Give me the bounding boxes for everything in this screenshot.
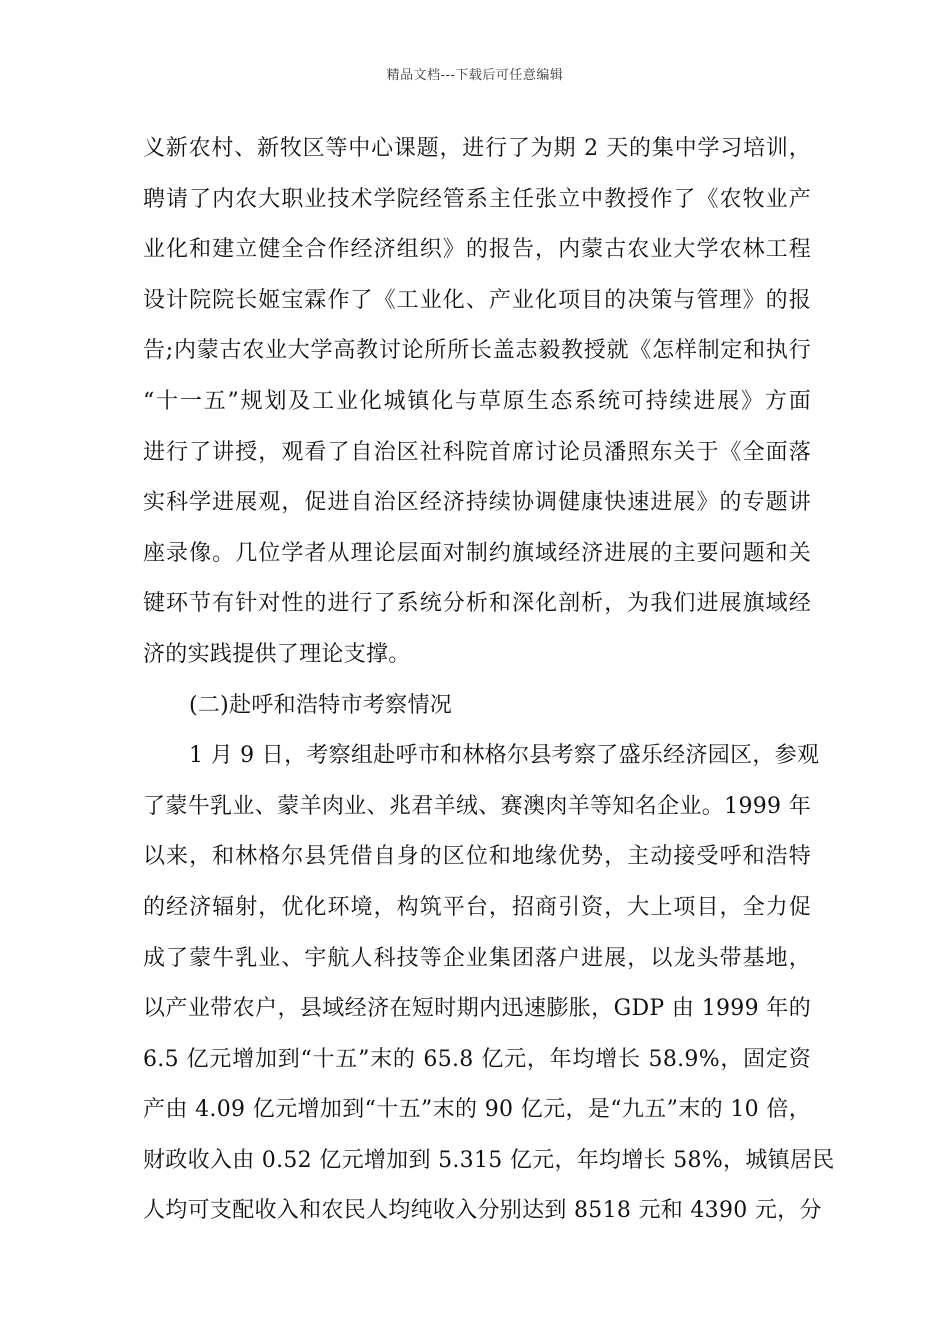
text-line: 业化和建立健全合作经济组织》的报告，内蒙古农业大学农林工程 — [143, 237, 811, 263]
page-header: 精品文档---下载后可任意编辑 — [386, 68, 564, 83]
text-line: 了蒙牛乳业、蒙羊肉业、兆君羊绒、赛澳肉羊等知名企业。1999 年 — [143, 793, 811, 819]
section-heading: (二)赴呼和浩特市考察情况 — [189, 692, 453, 718]
text-line: 成了蒙牛乳业、宇航人科技等企业集团落户进展，以龙头带基地， — [143, 945, 811, 971]
text-line: 告;内蒙古农业大学高教讨论所所长盖志毅教授就《怎样制定和执行 — [143, 338, 811, 364]
text-line: 济的实践提供了理论支撑。 — [143, 641, 411, 667]
text-line: 实科学进展观，促进自治区经济持续协调健康快速进展》的专题讲 — [143, 490, 811, 516]
text-line: 义新农村、新牧区等中心课题，进行了为期 2 天的集中学习培训， — [143, 136, 811, 161]
text-line: 设计院院长姬宝霖作了《工业化、产业化项目的决策与管理》的报 — [143, 287, 811, 313]
text-line: 进行了讲授，观看了自治区社科院首席讨论员潘照东关于《全面落 — [143, 439, 811, 465]
document-body — [143, 124, 835, 1237]
text-line: 键环节有针对性的进行了系统分析和深化剖析，为我们进展旗域经 — [143, 591, 811, 617]
text-line: 人均可支配收入和农民人均纯收入分别达到 8518 元和 4390 元，分 — [143, 1198, 822, 1224]
text-line: 1 月 9 日，考察组赴呼市和林格尔县考察了盛乐经济园区，参观 — [189, 743, 820, 769]
text-line: 6.5 亿元增加到“十五”末的 65.8 亿元，年均增长 58.9%，固定资 — [143, 1046, 811, 1072]
text-line: 以来，和林格尔县凭借自身的区位和地缘优势，主动接受呼和浩特 — [143, 844, 811, 870]
text-line: 的经济辐射，优化环境，构筑平台，招商引资，大上项目，全力促 — [143, 894, 811, 920]
text-line: 座录像。几位学者从理论层面对制约旗域经济进展的主要问题和关 — [143, 540, 811, 566]
text-line: 聘请了内农大职业技术学院经管系主任张立中教授作了《农牧业产 — [143, 186, 811, 212]
text-line: 财政收入由 0.52 亿元增加到 5.315 亿元，年均增长 58%，城镇居民 — [143, 1147, 835, 1173]
text-line: “十一五”规划及工业化城镇化与草原生态系统可持续进展》方面 — [143, 388, 811, 414]
text-line: 产由 4.09 亿元增加到“十五”末的 90 亿元，是“九五”末的 10 倍， — [143, 1097, 811, 1123]
text-line: 以产业带农户，县域经济在短时期内迅速膨胀，GDP 由 1999 年的 — [143, 996, 811, 1022]
